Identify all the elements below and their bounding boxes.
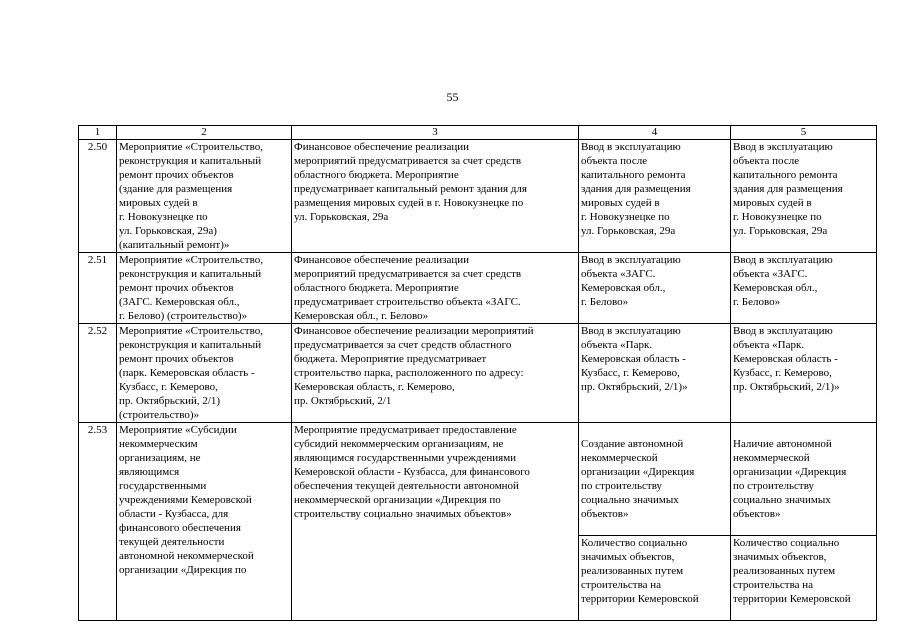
result-subcell: Количество социально значимых объектов, реализованных путем строительства на территории Кемеровской [579,535,730,606]
row-number: 2.50 [79,140,117,253]
activities-table [78,125,877,621]
column-header: 2 [117,126,292,140]
event-cell: Мероприятие «Строительство, реконструкция и капитальный ремонт прочих объектов (здание для размещения мировых судей в г. Новокузнецке по ул. Горьковская, 29а) (капитальный ремонт)» [117,140,292,253]
event-cell: Мероприятие «Строительство, реконструкция и капитальный ремонт прочих объектов (парк. Кемеровская область - Кузбасс, г. Кемерово, пр. Октябрьский, 2/1) (строительство)» [117,324,292,423]
result-cell [579,423,731,621]
description-cell: Финансовое обеспечение реализации мероприятий предусматривается за счет средств областного бюджета. Мероприятие предусматривает капитальный ремонт здания для размещения мировых судей в г. Новокузнецке по ул. Горьковская, 29а [292,140,579,253]
description-cell: Мероприятие предусматривает предоставление субсидий некоммерческим организациям, не являющимся государственными учреждениями Кемеровской области - Кузбасса, для финансового обеспечения текущей деятельности автономной некоммерческой организации «Дирекция по строительству социально значимых объектов» [292,423,579,621]
page-number: 55 [446,90,459,104]
table-header-row [79,126,877,140]
result-cell [731,423,877,621]
result-subcell: Наличие автономной некоммерческой организации «Дирекция по строительству социально значимых объектов» [733,438,847,520]
column-header: 4 [579,126,731,140]
table-row [79,140,877,253]
result-cell: Ввод в эксплуатацию объекта «ЗАГС. Кемеровская обл., г. Белово» [731,253,877,324]
description-cell: Финансовое обеспечение реализации мероприятий предусматривается за счет средств областного бюджета. Мероприятие предусматривает строительство парка, расположенного по адресу: Кемеровская область, г. Кемерово, пр. Октябрьский, 2/1 [292,324,579,423]
description-cell: Финансовое обеспечение реализации мероприятий предусматривается за счет средств областного бюджета. Мероприятие предусматривает строительство объекта «ЗАГС. Кемеровская обл., г. Белово» [292,253,579,324]
result-cell: Ввод в эксплуатацию объекта «Парк. Кемеровская область - Кузбасс, г. Кемерово, пр. Октябрьский, 2/1)» [731,324,877,423]
row-number: 2.52 [79,324,117,423]
result-subcell: Создание автономной некоммерческой организации «Дирекция по строительству социально значимых объектов» [581,438,695,520]
column-header: 5 [731,126,877,140]
row-number: 2.53 [79,423,117,621]
result-cell: Ввод в эксплуатацию объекта после капитального ремонта здания для размещения мировых судей в г. Новокузнецке по ул. Горьковская, 29а [731,140,877,253]
result-cell: Ввод в эксплуатацию объекта «ЗАГС. Кемеровская обл., г. Белово» [579,253,731,324]
column-header: 3 [292,126,579,140]
table-row [79,253,877,324]
row-number: 2.51 [79,253,117,324]
result-cell: Ввод в эксплуатацию объекта после капитального ремонта здания для размещения мировых судей в г. Новокузнецке по ул. Горьковская, 29а [579,140,731,253]
result-subcell: Количество социально значимых объектов, реализованных путем строительства на территории Кемеровской [731,535,876,606]
event-cell: Мероприятие «Строительство, реконструкция и капитальный ремонт прочих объектов (ЗАГС. Кемеровская обл., г. Белово) (строительство)» [117,253,292,324]
event-cell: Мероприятие «Субсидии некоммерческим организациям, не являющимся государственными учреждениями Кемеровской области - Кузбасса, для финансового обеспечения текущей деятельности автономной некоммерческой организации «Дирекция по [117,423,292,621]
table-row [79,423,877,621]
result-cell: Ввод в эксплуатацию объекта «Парк. Кемеровская область - Кузбасс, г. Кемерово, пр. Октябрьский, 2/1)» [579,324,731,423]
column-header: 1 [79,126,117,140]
table-row [79,324,877,423]
